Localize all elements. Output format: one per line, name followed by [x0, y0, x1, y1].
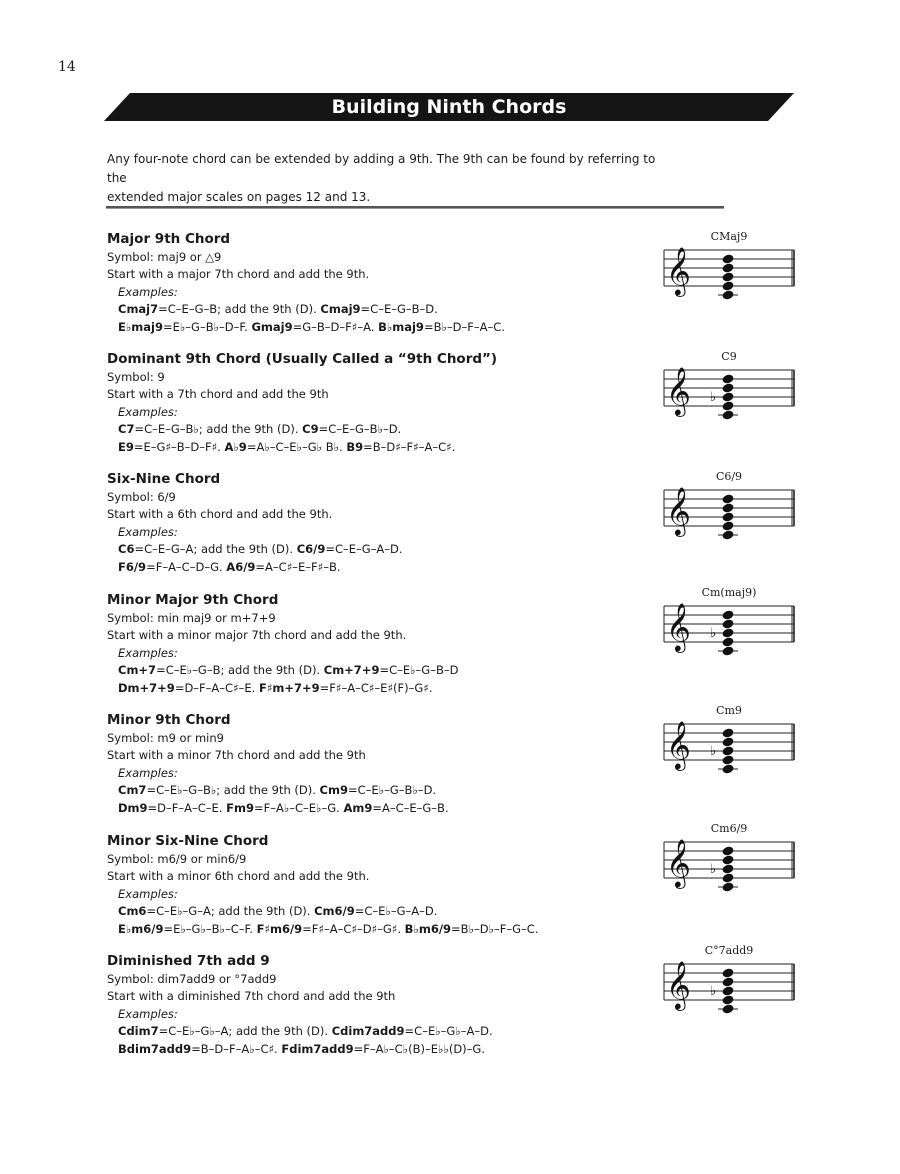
chord-spelling: =C–E♭–G–B♭–D.: [347, 783, 437, 798]
chord-spelling: =D–F–A–C♯–E.: [174, 680, 259, 695]
chord-symbol-example: Cmaj9: [320, 302, 361, 317]
examples-label: Examples:: [118, 524, 178, 539]
treble-clef-icon: 𝄞: [666, 602, 691, 651]
chord-symbol-example: B♭maj9: [378, 319, 424, 334]
examples-line-1: [107, 662, 667, 679]
note-head: [721, 609, 734, 620]
flat-accidental-icon: ♭: [710, 862, 717, 877]
chord-symbol-example: Cmaj7: [118, 302, 159, 317]
symbol-line: Symbol: dim7add9 or °7add9: [107, 972, 277, 986]
chord-spelling: =G–B–D–F♯–A.: [292, 319, 379, 334]
flat-accidental-icon: ♭: [710, 390, 717, 405]
chord-spelling: =F–A♭–C–E♭–G.: [253, 800, 344, 815]
chord-spelling: =C–E♭–G–B; add the 9th (D).: [156, 663, 324, 678]
intro-paragraph: [107, 150, 667, 207]
note-head: [721, 627, 734, 638]
chord-spelling: =C–E–G–B♭–D.: [318, 422, 402, 437]
intro-line-2: extended major scales on pages 12 and 13.: [107, 190, 371, 204]
chord-symbol-example: Bdim7add9: [118, 1041, 192, 1056]
music-staff: [662, 822, 796, 892]
note-head: [721, 280, 734, 291]
chord-symbol-example: Cdim7add9: [331, 1024, 405, 1039]
chord-symbol-example: Cm+7+9: [323, 663, 380, 678]
chord-section: [107, 711, 667, 817]
treble-clef-icon: 𝄞: [666, 366, 691, 415]
treble-clef-icon: 𝄞: [666, 838, 691, 887]
section-title: Dominant 9th Chord (Usually Called a “9th Chord”): [107, 351, 498, 367]
examples-line-2: [107, 439, 667, 456]
chord-spelling: =B–D–F–A♭–C♯.: [191, 1041, 282, 1056]
flat-accidental-icon: ♭: [710, 626, 717, 641]
chord-symbol-example: Fm9: [226, 800, 254, 815]
music-staff: [662, 470, 796, 540]
note-head: [721, 409, 734, 420]
chord-name-label: C9: [721, 350, 737, 363]
note-head: [721, 736, 734, 747]
note-head: [721, 373, 734, 384]
chord-symbol-example: Dm9: [118, 800, 148, 815]
chord-spelling: =D–F–A–C–E.: [147, 800, 227, 815]
note-head: [721, 400, 734, 411]
flat-accidental-icon: ♭: [710, 744, 717, 759]
chord-symbol-example: E♭m6/9: [118, 921, 164, 936]
chord-symbol-example: A6/9: [226, 559, 256, 574]
chord-section: [107, 350, 667, 456]
chord-spelling: =C–E♭–G♭–A; add the 9th (D).: [158, 1024, 332, 1039]
chord-symbol-example: Fdim7add9: [281, 1041, 354, 1056]
note-head: [721, 511, 734, 522]
section-title: Minor 9th Chord: [107, 712, 231, 728]
chord-section: [107, 591, 667, 697]
chord-symbol-example: F♯m+7+9: [258, 680, 320, 695]
examples-line-2: [107, 800, 667, 817]
examples-label: Examples:: [118, 765, 178, 780]
chord-symbol-example: E♭maj9: [118, 319, 163, 334]
chord-symbol-example: C6/9: [296, 542, 326, 557]
chord-spelling: =F♯–A–C♯–E♯(F)–G♯.: [319, 680, 433, 695]
chord-section: [107, 230, 667, 336]
section-title: Major 9th Chord: [107, 231, 231, 247]
chord-name-label: C°7add9: [704, 944, 754, 957]
flat-accidental-icon: ♭: [710, 984, 717, 999]
chord-spelling: =C–E♭–G–A–D.: [354, 904, 438, 919]
chord-symbol-example: C7: [118, 422, 135, 437]
examples-line-2: [107, 921, 667, 938]
note-head: [721, 745, 734, 756]
instruction-line: Start with a diminished 7th chord and add the 9th: [107, 989, 396, 1004]
chord-symbol-example: A♭9: [224, 439, 247, 454]
chord-symbol-example: C9: [302, 422, 319, 437]
divider-rule: [106, 206, 724, 209]
page-number: 14: [58, 59, 76, 75]
examples-label: Examples:: [118, 1006, 178, 1021]
note-head: [721, 618, 734, 629]
chord-spelling: =F–A–C–D–G.: [146, 559, 227, 574]
note-head: [721, 262, 734, 273]
note-head: [721, 754, 734, 765]
chord-spelling: =C–E–G–A–D.: [325, 542, 403, 557]
music-staff: [662, 704, 796, 774]
chord-symbol-example: Gmaj9: [251, 319, 293, 334]
symbol-line: Symbol: 6/9: [107, 490, 176, 504]
instruction-line: Start with a 7th chord and add the 9th: [107, 387, 329, 402]
examples-line-2: [107, 1041, 667, 1058]
staff-notation: [662, 822, 796, 892]
chord-name-label: Cm9: [716, 704, 742, 717]
note-head: [721, 493, 734, 504]
staff-notation: [662, 470, 796, 540]
treble-clef-icon: 𝄞: [666, 486, 691, 535]
chord-spelling: =C–E♭–G–B–D: [379, 663, 459, 678]
note-head: [721, 994, 734, 1005]
chord-symbol-example: Am9: [343, 800, 373, 815]
section-title: Minor Six-Nine Chord: [107, 833, 269, 849]
chord-symbol-example: F♯m6/9: [256, 921, 303, 936]
staff-notation: [662, 230, 796, 300]
staff-notation: [662, 350, 796, 420]
treble-clef-icon: 𝄞: [666, 960, 691, 1009]
chord-spelling: =B–D♯–F♯–A–C♯.: [363, 439, 456, 454]
chord-spelling: =B♭–D–F–A–C.: [423, 319, 505, 334]
chord-spelling: =E♭–G–B♭–D–F.: [162, 319, 252, 334]
treble-clef-icon: 𝄞: [666, 720, 691, 769]
chord-spelling: =E–G♯–B–D–F♯.: [133, 439, 225, 454]
chord-spelling: =C–E♭–G–A; add the 9th (D).: [146, 904, 315, 919]
instruction-line: Start with a major 7th chord and add the 9th.: [107, 267, 370, 282]
note-head: [721, 289, 734, 300]
chord-name-label: Cm(maj9): [701, 586, 757, 599]
banner-title: Building Ninth Chords: [331, 96, 567, 118]
note-head: [721, 872, 734, 883]
music-staff: [662, 944, 796, 1014]
note-head: [721, 845, 734, 856]
staff-notation: [662, 944, 796, 1014]
note-head: [721, 636, 734, 647]
examples-label: Examples:: [118, 645, 178, 660]
instruction-line: Start with a minor 7th chord and add the 9th: [107, 748, 366, 763]
note-head: [721, 271, 734, 282]
examples-label: Examples:: [118, 284, 178, 299]
section-title: Minor Major 9th Chord: [107, 592, 279, 608]
chord-section: [107, 952, 667, 1058]
note-head: [721, 529, 734, 540]
examples-label: Examples:: [118, 886, 178, 901]
section-title: Diminished 7th add 9: [107, 953, 270, 969]
intro-line-1: Any four-note chord can be extended by adding a 9th. The 9th can be found by referring to the: [107, 152, 656, 185]
chord-spelling: =C–E♭–G♭–A–D.: [404, 1024, 493, 1039]
symbol-line: Symbol: 9: [107, 370, 165, 384]
music-staff: [662, 230, 796, 300]
note-head: [721, 976, 734, 987]
section-title: Six-Nine Chord: [107, 471, 221, 487]
chord-name-label: CMaj9: [710, 230, 748, 243]
note-head: [721, 645, 734, 656]
chord-symbol-example: Cm+7: [118, 663, 157, 678]
chord-symbol-example: Cm7: [118, 783, 147, 798]
chord-spelling: =A–C♯–E–F♯–B.: [255, 559, 341, 574]
note-head: [721, 967, 734, 978]
note-head: [721, 854, 734, 865]
chord-spelling: =A–C–E–G–B.: [372, 800, 449, 815]
chord-symbol-example: B9: [346, 439, 364, 454]
examples-line-1: [107, 782, 667, 799]
chord-spelling: =F–A♭–C♭(B)–E♭♭(D)–G.: [353, 1041, 485, 1056]
note-head: [721, 520, 734, 531]
note-head: [721, 382, 734, 393]
examples-line-1: [107, 301, 667, 318]
symbol-line: Symbol: m9 or min9: [107, 731, 224, 745]
chord-symbol-example: Cdim7: [118, 1024, 159, 1039]
note-head: [721, 502, 734, 513]
chord-symbol-example: F6/9: [118, 559, 147, 574]
staff-notation: [662, 704, 796, 774]
examples-label: Examples:: [118, 404, 178, 419]
examples-line-1: [107, 541, 667, 558]
note-head: [721, 881, 734, 892]
chord-symbol-example: E9: [118, 439, 134, 454]
note-head: [721, 763, 734, 774]
chord-section: [107, 832, 667, 938]
symbol-line: Symbol: maj9 or △9: [107, 250, 222, 264]
note-head: [721, 727, 734, 738]
note-head: [721, 985, 734, 996]
examples-line-1: [107, 421, 667, 438]
chord-symbol-example: C6: [118, 542, 135, 557]
examples-line-1: [107, 903, 667, 920]
treble-clef-icon: 𝄞: [666, 246, 691, 295]
chord-symbol-example: Cm6/9: [314, 904, 355, 919]
examples-line-2: [107, 319, 667, 336]
examples-line-2: [107, 559, 667, 576]
note-head: [721, 253, 734, 264]
chord-spelling: =E♭–G♭–B♭–C–F.: [163, 921, 257, 936]
chord-symbol-example: Cm6: [118, 904, 147, 919]
chord-symbol-example: B♭m6/9: [404, 921, 452, 936]
chord-section: [107, 470, 667, 576]
chord-spelling: =B♭–D♭–F–G–C.: [451, 921, 539, 936]
instruction-line: Start with a 6th chord and add the 9th.: [107, 507, 333, 522]
chord-spelling: =A♭–C–E♭–G♭ B♭.: [246, 439, 347, 454]
chord-spelling: =C–E♭–G–B♭; add the 9th (D).: [146, 783, 320, 798]
chord-name-label: Cm6/9: [710, 822, 748, 835]
note-head: [721, 1003, 734, 1014]
chord-symbol-example: Cm9: [319, 783, 348, 798]
chord-spelling: =C–E–G–B; add the 9th (D).: [158, 302, 321, 317]
instruction-line: Start with a minor major 7th chord and add the 9th.: [107, 628, 407, 643]
title-banner: [104, 93, 794, 121]
symbol-line: Symbol: m6/9 or min6/9: [107, 852, 247, 866]
staff-notation: [662, 586, 796, 656]
chord-spelling: =C–E–G–B–D.: [360, 302, 438, 317]
symbol-line: Symbol: min maj9 or m+7+9: [107, 611, 276, 625]
chord-spelling: =C–E–G–B♭; add the 9th (D).: [134, 422, 303, 437]
note-head: [721, 863, 734, 874]
chord-spelling: =F♯–A–C♯–D♯–G♯.: [302, 921, 405, 936]
examples-line-2: [107, 680, 667, 697]
chord-name-label: C6/9: [715, 470, 743, 483]
chord-symbol-example: Dm+7+9: [118, 680, 175, 695]
chord-spelling: =C–E–G–A; add the 9th (D).: [134, 542, 297, 557]
note-head: [721, 391, 734, 402]
music-staff: [662, 586, 796, 656]
instruction-line: Start with a minor 6th chord and add the 9th.: [107, 869, 370, 884]
music-staff: [662, 350, 796, 420]
examples-line-1: [107, 1023, 667, 1040]
